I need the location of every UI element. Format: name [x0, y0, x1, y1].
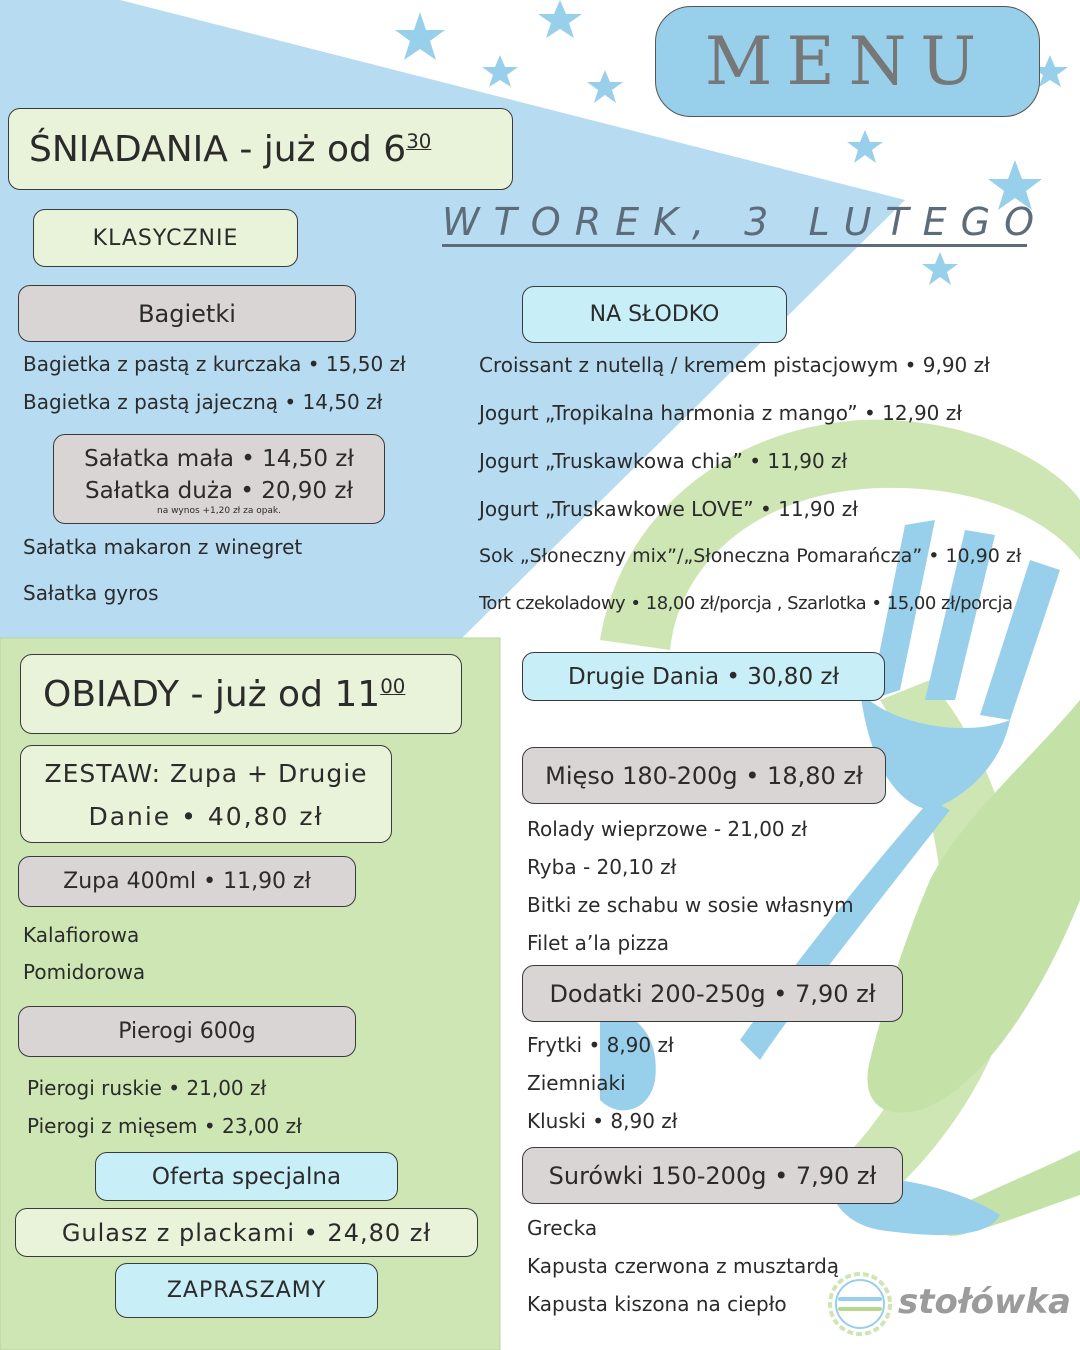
- lunch-time-sup: 00: [380, 674, 406, 698]
- meat-header-text: Mięso 180-200g • 18,80 zł: [545, 761, 863, 790]
- menu-title-box: [655, 6, 1040, 117]
- classic-label: KLASYCZNIE: [92, 225, 239, 251]
- date-heading: [442, 200, 1049, 247]
- sweet-label: NA SŁODKO: [589, 302, 720, 327]
- special-item-box: [15, 1208, 478, 1257]
- plate-cutlery-icon: [826, 1270, 894, 1338]
- sides-header: [522, 965, 903, 1022]
- list-item: Kapusta kiszona na ciepło: [527, 1292, 787, 1316]
- breakfast-title: ŚNIADANIA - już od 6: [29, 128, 407, 170]
- meat-header: [522, 747, 886, 804]
- list-item: Frytki • 8,90 zł: [527, 1033, 674, 1057]
- invite-label: ZAPRASZAMY: [166, 1278, 327, 1303]
- list-item: Bagietka z pastą z kurczaka • 15,50 zł: [23, 352, 406, 376]
- mains-label: Drugie Dania • 30,80 zł: [567, 663, 839, 690]
- list-item: Filet a’la pizza: [527, 931, 669, 955]
- lunch-header: [20, 654, 462, 734]
- list-item: Sok „Słoneczny mix”/„Słoneczna Pomarańcza” • 10,90 zł: [479, 545, 1022, 567]
- list-item: Pomidorowa: [23, 960, 146, 984]
- breakfast-time-sup: 30: [406, 129, 432, 153]
- list-item: Bagietka z pastą jajeczną • 14,50 zł: [23, 390, 383, 414]
- list-item: Sałatka gyros: [23, 581, 159, 605]
- list-item: Pierogi z mięsem • 23,00 zł: [27, 1114, 302, 1138]
- list-item: Ryba - 20,10 zł: [527, 855, 677, 879]
- soup-header: [18, 856, 356, 907]
- set-menu-line1: ZESTAW: Zupa + Drugie: [44, 759, 368, 788]
- salad-price-box: [53, 434, 385, 524]
- list-item: Ziemniaki: [527, 1071, 626, 1095]
- list-item: Jogurt „Truskawkowe LOVE” • 11,90 zł: [479, 497, 858, 521]
- special-offer-label: Oferta specjalna: [151, 1163, 342, 1190]
- salads-header: [522, 1147, 903, 1204]
- invite-box: [115, 1263, 378, 1318]
- list-item: Sałatka makaron z winegret: [23, 535, 303, 559]
- list-item: Bitki ze schabu w sosie własnym: [527, 893, 854, 917]
- special-item: Gulasz z plackami • 24,80 zł: [61, 1218, 432, 1247]
- salad-small-price: Sałatka mała • 14,50 zł: [84, 445, 354, 472]
- date-text: WTOREK, 3 LUTEGO: [442, 200, 1049, 244]
- pierogi-header: [18, 1006, 356, 1057]
- classic-label-box: [33, 209, 298, 267]
- set-menu-line2: Danie • 40,80 zł: [88, 802, 324, 831]
- list-item: Grecka: [527, 1216, 598, 1240]
- mains-label-box: [522, 652, 885, 701]
- salad-note: na wynos +1,20 zł za opak.: [156, 505, 282, 516]
- list-item: Kapusta czerwona z musztardą: [527, 1254, 840, 1278]
- lunch-title: OBIADY - już od 11: [43, 673, 381, 715]
- salad-large-price: Sałatka duża • 20,90 zł: [85, 477, 353, 504]
- pierogi-header-text: Pierogi 600g: [118, 1019, 256, 1044]
- list-item: Tort czekoladowy • 18,00 zł/porcja , Szarlotka • 15,00 zł/porcja: [479, 593, 1013, 614]
- special-offer-box: [95, 1152, 398, 1201]
- list-item: Pierogi ruskie • 21,00 zł: [27, 1076, 267, 1100]
- menu-title: MENU: [704, 23, 991, 100]
- sides-header-text: Dodatki 200-250g • 7,90 zł: [549, 979, 876, 1008]
- brand-name: stołówka: [898, 1282, 1071, 1322]
- list-item: Kalafiorowa: [23, 923, 140, 947]
- brand-logo: [826, 1270, 1076, 1340]
- breakfast-header: [8, 108, 513, 190]
- baguettes-header-text: Bagietki: [138, 299, 236, 328]
- list-item: Rolady wieprzowe - 21,00 zł: [527, 817, 808, 841]
- list-item: Kluski • 8,90 zł: [527, 1109, 678, 1133]
- list-item: Croissant z nutellą / kremem pistacjowym • 9,90 zł: [479, 353, 990, 377]
- soup-header-text: Zupa 400ml • 11,90 zł: [63, 869, 311, 894]
- sweet-label-box: [522, 286, 787, 343]
- set-menu-box: [20, 745, 392, 843]
- list-item: Jogurt „Truskawkowa chia” • 11,90 zł: [479, 449, 848, 473]
- baguettes-header: [18, 285, 356, 342]
- list-item: Jogurt „Tropikalna harmonia z mango” • 12,90 zł: [479, 401, 962, 425]
- salads-header-text: Surówki 150-200g • 7,90 zł: [548, 1161, 877, 1190]
